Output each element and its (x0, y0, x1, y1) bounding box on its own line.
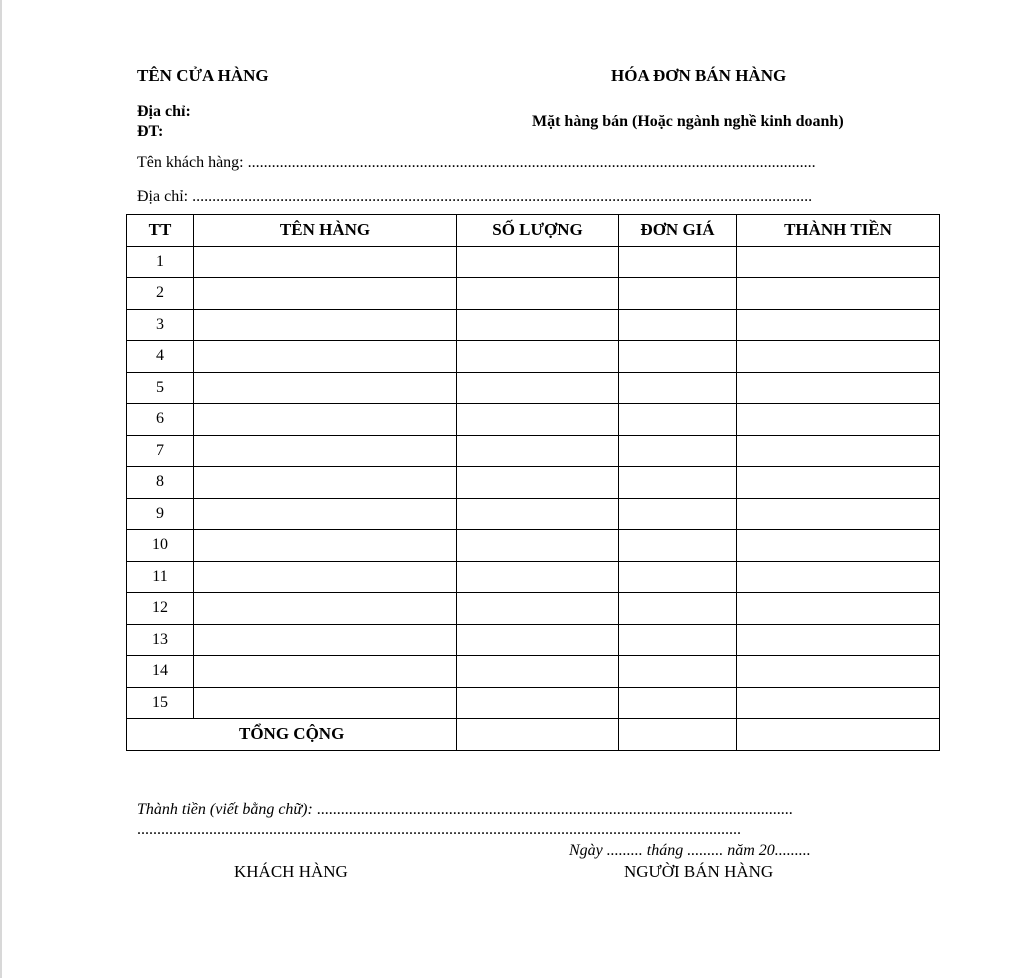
amount-cell (737, 530, 940, 562)
table-row (127, 246, 940, 278)
item-name-cell (194, 309, 457, 341)
item-name-cell (194, 498, 457, 530)
column-header: THÀNH TIỀN (737, 215, 940, 247)
customer-name-line: Tên khách hàng: .............................................................................................................................................. (137, 154, 816, 171)
amount-cell (737, 309, 940, 341)
table-row (127, 624, 940, 656)
unit-price-cell (619, 278, 737, 310)
amount-in-words-label: Thành tiền (viết bằng chữ): (137, 801, 313, 818)
row-number: 2 (127, 278, 194, 310)
seller-signature-label: NGƯỜI BÁN HÀNG (624, 862, 774, 881)
unit-price-cell (619, 246, 737, 278)
row-number: 14 (127, 656, 194, 688)
column-header: TÊN HÀNG (194, 215, 457, 247)
table-row (127, 404, 940, 436)
table-row (127, 687, 940, 719)
item-name-cell (194, 624, 457, 656)
unit-price-cell (619, 498, 737, 530)
store-name: TÊN CỬA HÀNG (137, 66, 269, 85)
table-row (127, 593, 940, 625)
unit-price-cell (619, 687, 737, 719)
amount-cell (737, 624, 940, 656)
invoice-title: HÓA ĐƠN BÁN HÀNG (611, 66, 787, 85)
row-number: 13 (127, 624, 194, 656)
item-name-cell (194, 467, 457, 499)
unit-price-cell (619, 530, 737, 562)
table-row (127, 530, 940, 562)
item-name-cell (194, 372, 457, 404)
goods-type: Mặt hàng bán (Hoặc ngành nghề kinh doanh) (532, 113, 844, 130)
quantity-cell (457, 278, 619, 310)
amount-cell (737, 435, 940, 467)
customer-address-line: Địa chỉ: ........................................................................................................................................................... (137, 188, 813, 205)
quantity-cell (457, 372, 619, 404)
table-row (127, 341, 940, 373)
total-unit-price-cell (619, 719, 737, 751)
row-number: 9 (127, 498, 194, 530)
amount-cell (737, 278, 940, 310)
unit-price-cell (619, 404, 737, 436)
amount-cell (737, 687, 940, 719)
item-name-cell (194, 687, 457, 719)
row-number: 10 (127, 530, 194, 562)
unit-price-cell (619, 624, 737, 656)
unit-price-cell (619, 435, 737, 467)
amount-in-words-line-2: ....................................................................................................................................................... (137, 821, 741, 838)
row-number: 12 (127, 593, 194, 625)
item-name-cell (194, 341, 457, 373)
column-header: SỐ LƯỢNG (457, 215, 619, 247)
total-label: TỔNG CỘNG (127, 719, 457, 751)
quantity-cell (457, 404, 619, 436)
quantity-cell (457, 624, 619, 656)
unit-price-cell (619, 561, 737, 593)
item-name-cell (194, 404, 457, 436)
unit-price-cell (619, 309, 737, 341)
unit-price-cell (619, 467, 737, 499)
quantity-cell (457, 246, 619, 278)
quantity-cell (457, 561, 619, 593)
item-name-cell (194, 278, 457, 310)
item-name-cell (194, 530, 457, 562)
row-number: 8 (127, 467, 194, 499)
row-number: 5 (127, 372, 194, 404)
quantity-cell (457, 530, 619, 562)
unit-price-cell (619, 593, 737, 625)
quantity-cell (457, 498, 619, 530)
column-header: ĐƠN GIÁ (619, 215, 737, 247)
page-edge (0, 0, 2, 978)
customer-signature-label: KHÁCH HÀNG (234, 862, 348, 881)
row-number: 4 (127, 341, 194, 373)
amount-cell (737, 467, 940, 499)
item-name-cell (194, 561, 457, 593)
amount-cell (737, 656, 940, 688)
table-row (127, 561, 940, 593)
row-number: 7 (127, 435, 194, 467)
date-line: Ngày ......... tháng ......... năm 20......... (569, 842, 811, 859)
item-name-cell (194, 656, 457, 688)
unit-price-cell (619, 372, 737, 404)
amount-cell (737, 498, 940, 530)
table-row (127, 467, 940, 499)
row-number: 11 (127, 561, 194, 593)
quantity-cell (457, 309, 619, 341)
table-row (127, 278, 940, 310)
amount-cell (737, 372, 940, 404)
amount-cell (737, 404, 940, 436)
quantity-cell (457, 656, 619, 688)
table-row (127, 309, 940, 341)
row-number: 1 (127, 246, 194, 278)
quantity-cell (457, 435, 619, 467)
phone-label: ĐT: (137, 123, 164, 140)
table-row (127, 435, 940, 467)
unit-price-cell (619, 656, 737, 688)
quantity-cell (457, 467, 619, 499)
row-number: 3 (127, 309, 194, 341)
total-row (127, 719, 940, 751)
table-row (127, 372, 940, 404)
item-name-cell (194, 593, 457, 625)
item-name-cell (194, 435, 457, 467)
amount-cell (737, 341, 940, 373)
item-name-cell (194, 246, 457, 278)
amount-cell (737, 246, 940, 278)
table-row (127, 656, 940, 688)
total-amount-cell (737, 719, 940, 751)
row-number: 6 (127, 404, 194, 436)
amount-cell (737, 561, 940, 593)
column-header: TT (127, 215, 194, 247)
amount-in-words-line (137, 801, 793, 819)
row-number: 15 (127, 687, 194, 719)
table-row (127, 498, 940, 530)
quantity-cell (457, 341, 619, 373)
amount-in-words-dots: ....................................................................................................................... (312, 801, 793, 818)
quantity-cell (457, 687, 619, 719)
invoice-table (126, 214, 940, 751)
quantity-cell (457, 593, 619, 625)
address-label: Địa chỉ: (137, 103, 191, 120)
table-header-row (127, 215, 940, 247)
unit-price-cell (619, 341, 737, 373)
total-quantity-cell (457, 719, 619, 751)
amount-cell (737, 593, 940, 625)
